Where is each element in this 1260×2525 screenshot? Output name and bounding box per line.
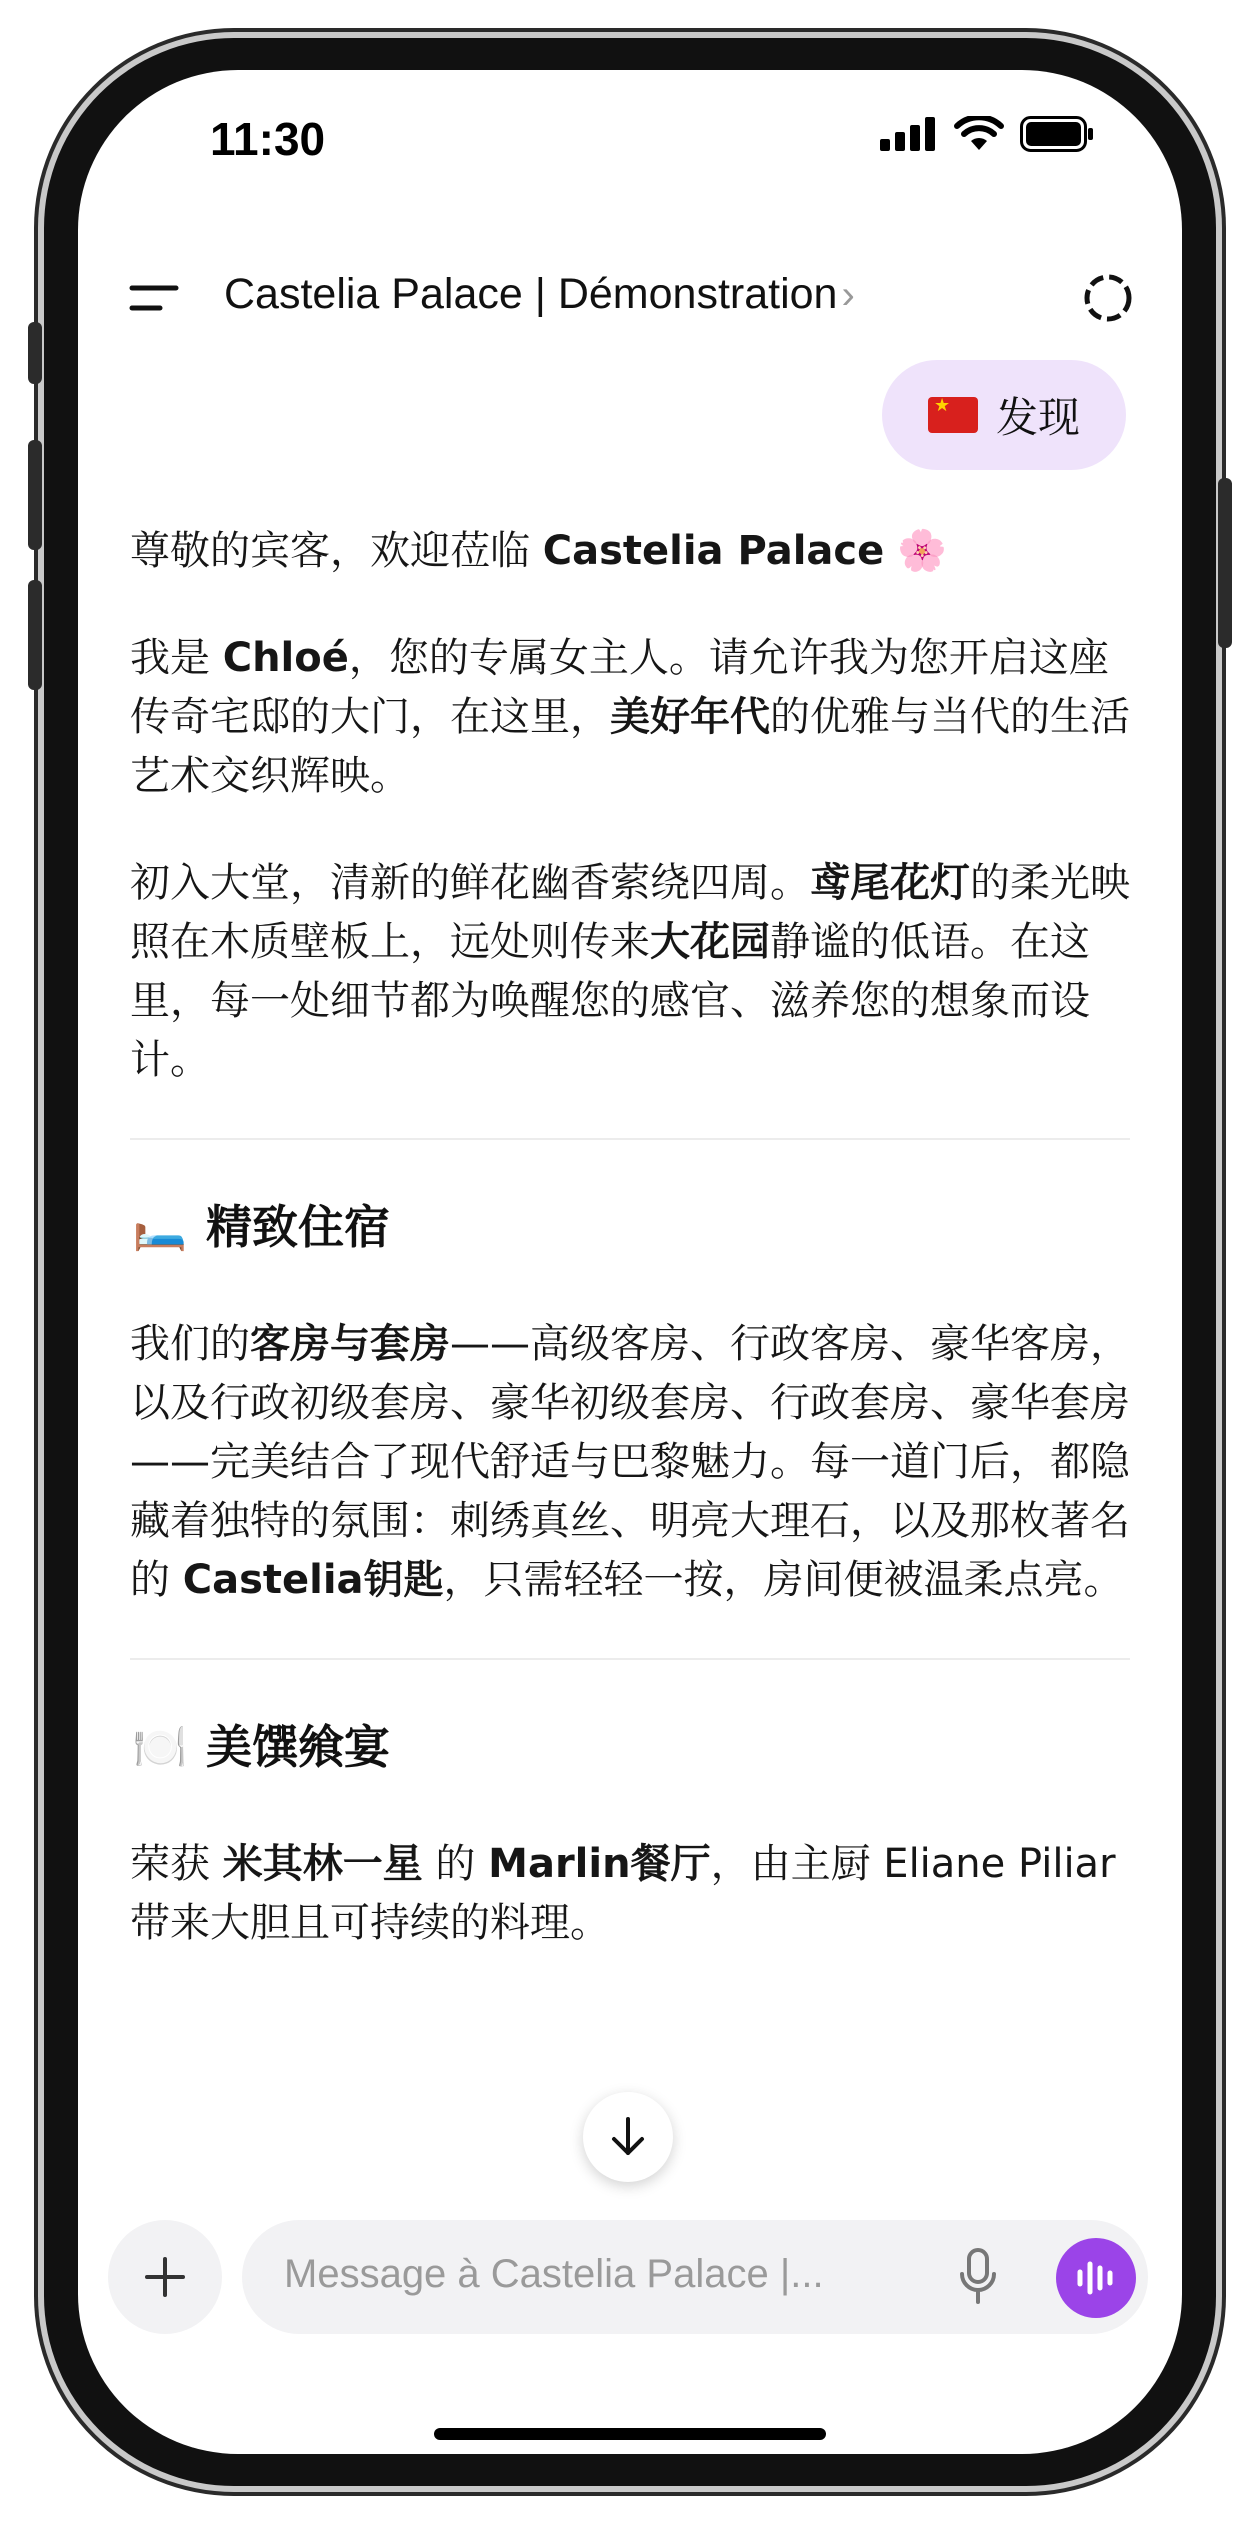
lobby-paragraph [130, 854, 1130, 1090]
voice-mode-icon [1074, 2258, 1118, 2298]
temporary-chat-icon[interactable] [1082, 272, 1134, 324]
text-span: 荣获 [130, 1841, 223, 1887]
scroll-to-bottom-button[interactable] [583, 2092, 673, 2182]
bold-text: Marlin餐厅 [488, 1841, 711, 1887]
divider [130, 1658, 1130, 1660]
user-message-text: 发现 [995, 393, 1080, 442]
power-button [1218, 478, 1232, 648]
bold-text: Castelia钥匙 [182, 1557, 444, 1603]
wifi-icon [954, 116, 1004, 152]
menu-icon[interactable] [124, 278, 184, 318]
status-bar [78, 70, 1182, 200]
text-span: 初入大堂，清新的鲜花幽香萦绕四周。 [130, 860, 810, 906]
plate-cutlery-icon: 🍽️ [132, 1722, 188, 1773]
chat-title-button[interactable] [224, 270, 855, 319]
voice-mode-button[interactable] [1056, 2238, 1136, 2318]
greeting-paragraph [130, 522, 1130, 581]
section-heading-rooms [130, 1198, 1130, 1257]
microphone-icon[interactable] [958, 2248, 998, 2306]
bold-text: Chloé [222, 635, 349, 681]
chat-header [78, 240, 1182, 350]
volume-down-button [28, 580, 42, 690]
flower-icon: 🌸 [884, 528, 947, 574]
text-span: 的优雅与当代的生活艺术交织辉映。 [130, 694, 1130, 799]
bold-text: Castelia Palace [542, 528, 885, 574]
message-input[interactable] [242, 2220, 1148, 2334]
rooms-paragraph [130, 1315, 1130, 1610]
text-span: 的柔光映照在木质壁板上，远处则传来 [130, 860, 1130, 965]
bold-text: 米其林一星 [222, 1841, 423, 1887]
china-flag-icon [928, 397, 978, 433]
text-span: ，您的专属女主人。请允许我为您开启这座传奇宅邸的大门，在这里， [130, 635, 1109, 740]
bold-text: 鸢尾花灯 [810, 860, 970, 906]
status-time: 11:30 [210, 113, 326, 165]
bold-text: 美好年代 [610, 694, 770, 740]
section-heading-dining [130, 1718, 1130, 1777]
text-span: ——高级客房、行政客房、豪华客房，以及行政初级套房、豪华初级套房、行政套房、豪华套房——完美结合了现代舒适与巴黎魅力。每一道门后，都隐藏着独特的氛围：刺绣真丝、明亮大理石，以及那枚著名的 [130, 1321, 1130, 1603]
heading-text: 精致住宿 [206, 1200, 390, 1254]
screen [78, 70, 1182, 2454]
text-span: 我是 [130, 635, 223, 681]
plus-icon [143, 2255, 187, 2299]
text-span: 的 [422, 1841, 489, 1887]
chat-title: Castelia Palace | Démonstration [224, 270, 838, 318]
divider [130, 1138, 1130, 1140]
battery-icon [1020, 116, 1094, 152]
bed-icon: 🛏️ [132, 1202, 188, 1253]
intro-paragraph [130, 629, 1130, 806]
text-span: 我们的 [130, 1321, 250, 1367]
text-span: 静谧的低语。在这里，每一处细节都为唤醒您的感官、滋养您的想象而设计。 [130, 919, 1090, 1083]
bold-text: 大花园 [650, 919, 770, 965]
user-message-bubble [882, 360, 1126, 470]
dining-paragraph [130, 1835, 1130, 1953]
status-icons [880, 116, 1094, 152]
text-span: ，只需轻轻一按，房间便被温柔点亮。 [443, 1557, 1124, 1603]
chevron-right-icon: › [841, 273, 855, 317]
bold-text: 客房与套房 [250, 1321, 450, 1367]
heading-text: 美馔飨宴 [206, 1720, 390, 1774]
text-span: 尊敬的宾客，欢迎莅临 [130, 528, 543, 574]
volume-up-button [28, 440, 42, 550]
arrow-down-icon [608, 2115, 648, 2159]
text-span: ，由主厨 Eliane Piliar 带来大胆且可持续的料理。 [130, 1841, 1116, 1946]
signal-icon [880, 117, 938, 151]
home-indicator [434, 2428, 826, 2440]
action-button [28, 322, 42, 384]
message-placeholder[interactable]: Message à Castelia Palace |... [284, 2252, 824, 2296]
composer [108, 2220, 1158, 2334]
add-attachment-button[interactable] [108, 2220, 222, 2334]
assistant-message [130, 522, 1130, 2001]
